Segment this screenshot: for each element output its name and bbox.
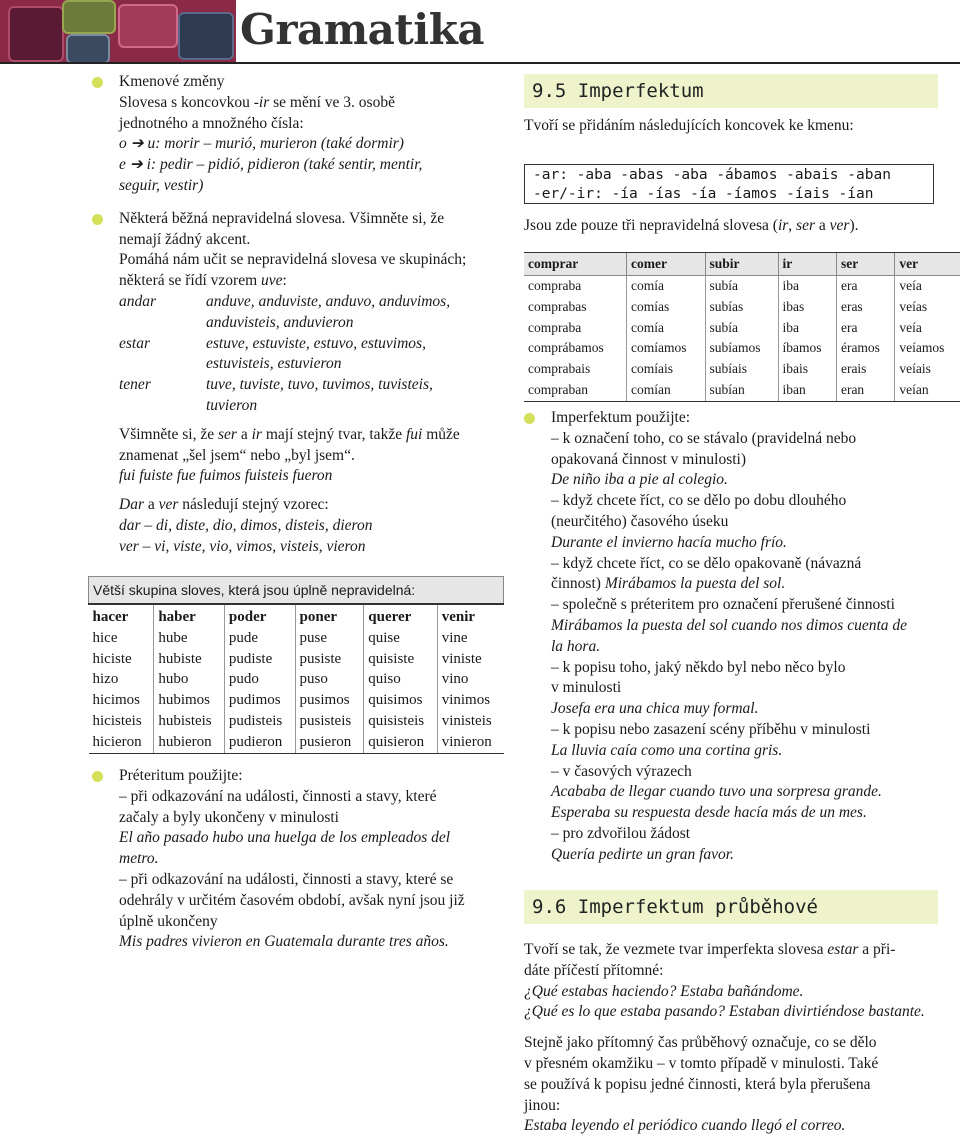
table-row: comprabais comíais subíais ibais erais veíais bbox=[524, 359, 960, 380]
bullet-preterite: Préteritum použijte: – při odkazování na události, činnosti a stavy, které začaly a byly ukončeny v minulosti El año pasado hubo una huelga de los empleados del metro. – při odkazování na události, činnosti a stavy, které se odehrály v určitém časovém období, avšak nyní jsou již úplně ukončeny Mis padres vivieron en Guatemala durante tres años. bbox=[92, 766, 512, 953]
table-row: hicimos hubimos pudimos pusimos quisimos vinimos bbox=[89, 690, 504, 711]
text-line: Některá běžná nepravidelná slovesa. Všimněte si, že bbox=[119, 209, 445, 227]
decorative-tiles bbox=[0, 0, 236, 62]
bullet-imperfect: Imperfektum použijte: – k označení toho, co se stávalo (pravidelná nebo opakovaná činnost v minulosti) De niño iba a pie al colegio. – když chcete říct, co se dělo po dobu dlouhého (neurčitého) časového úseku Durante el invierno hacía mucho frío. – když chcete říct, co se dělo opakovaně (návazná činnost) Mirábamos la puesta del sol. – společně s préteritem pro označení přerušené činnosti Mirábamos la puesta del sol cuando nos dimos cuenta de la hora. – k popisu toho, jaký někdo byl nebo něco bylo v minulosti Josefa era una chica muy formal. – k popisu nebo zasazení scény příběhu v minulosti La lluvia caía como una cortina gris. – v časových výrazech Acababa de llegar cuando tuvo una sorpresa grande. Esperaba su respuesta desde hacía más de un mes. – pro zdvořilou žádost Quería pedirte un gran favor. bbox=[524, 408, 954, 866]
progressive-text: Tvoří se tak, že vezmete tvar imperfekta slovesa estar a při- dáte příčestí přítomné: ¿Qué estabas haciendo? Estaba bañándome. ¿Qué es lo que estaba pasando? Estaban divirtiéndose bastante. Stejně jako přítomný čas průběhový označuje, co se dělo v přesném okamžiku – v tomto případě v minulosti. Také se používá k popisu jedné činnosti, která byla přerušena jinou: Estaba leyendo el periódico cuando llegó el correo. bbox=[524, 941, 925, 1135]
table-header-row: hacer haber poder poner querer venir bbox=[89, 604, 504, 628]
left-column bbox=[92, 72, 512, 558]
page-banner bbox=[0, 0, 960, 64]
text-line: nemají žádný akcent. bbox=[119, 230, 251, 248]
text-line: seguir, vestir) bbox=[119, 176, 204, 194]
table-row: compraban comían subían iban eran veían bbox=[524, 380, 960, 401]
text-line: Kmenové změny bbox=[119, 73, 225, 90]
table-row: hizo hubo pudo puso quiso vino bbox=[89, 669, 504, 690]
section-heading-9-5: 9.5 Imperfektum bbox=[524, 74, 938, 108]
page-title: Gramatika bbox=[240, 5, 485, 54]
table-row: hice hube pude puse quise vine bbox=[89, 628, 504, 649]
table-row: comprábamos comíamos subíamos íbamos éramos veíamos bbox=[524, 338, 960, 359]
table-row: comprabas comías subías ibas eras veías bbox=[524, 297, 960, 318]
uve-conjugations: andar anduve, anduviste, anduvo, anduvimos, anduvisteis, anduvieron estar estuve, estuviste, estuvo, estuvimos, estuvisteis, estuvieron tener tuve, tuviste, tuvo, tuvimos, tuvisteis, tuvieron bbox=[119, 292, 451, 414]
table-row: hicisteis hubisteis pudisteis pusisteis quisisteis vinisteis bbox=[89, 711, 504, 732]
section-heading-9-6: 9.6 Imperfektum průběhové bbox=[524, 890, 938, 924]
imperfect-intro: Tvoří se přidáním následujících koncovek ke kmenu: bbox=[524, 117, 854, 134]
table-row: hiciste hubiste pudiste pusiste quisiste viniste bbox=[89, 649, 504, 670]
bullet-icon bbox=[92, 771, 103, 782]
preterite-usage bbox=[92, 766, 512, 953]
bullet-icon bbox=[92, 77, 103, 88]
imperfect-usage bbox=[524, 408, 954, 866]
text-line: některá se řídí vzorem uve: bbox=[119, 272, 287, 290]
endings-box: -ar: -aba -abas -aba -ábamos -abais -aban -er/-ir: -ía -ías -ía -íamos -íais -ían bbox=[524, 164, 934, 204]
banner-rule bbox=[0, 62, 960, 64]
text-line: jednotného a množného čísla: bbox=[119, 114, 304, 132]
text-line: Pomáhá nám učit se nepravidelná slovesa ve skupinách; bbox=[119, 251, 467, 269]
table-row: hicieron hubieron pudieron pusieron quisieron vinieron bbox=[89, 732, 504, 753]
bullet-stem-changes bbox=[92, 72, 512, 197]
bullet-icon bbox=[92, 214, 103, 225]
table-caption: Větší skupina sloves, která jsou úplně nepravidelná: bbox=[89, 577, 504, 605]
bullet-icon bbox=[524, 413, 535, 424]
text-line: Slovesa s koncovkou -ir se mění ve 3. osobě bbox=[119, 93, 395, 111]
table-header-row: comprar comer subir ir ser ver bbox=[524, 253, 960, 276]
table-row: compraba comía subía iba era veía bbox=[524, 276, 960, 297]
bullet-irregular-verbs bbox=[92, 209, 512, 292]
ser-ir-note: Všimněte si, že ser a ir mají stejný tvar, takže fui může znamenat „šel jsem“ nebo „byl jsem“. fui fuiste fue fuimos fuisteis fueron bbox=[119, 425, 460, 485]
irregular-verbs-table bbox=[88, 576, 504, 754]
dar-ver-note: Dar a ver následují stejný vzorec: dar – di, diste, dio, dimos, disteis, dieron ver – vi, viste, vio, vimos, visteis, vieron bbox=[119, 496, 373, 555]
table-row: compraba comía subía iba era veía bbox=[524, 318, 960, 339]
text-line: e ➔ i: pedir – pidió, pidieron (také sentir, mentir, bbox=[119, 156, 423, 174]
imperfect-table bbox=[524, 252, 960, 402]
text-line: o ➔ u: morir – murió, murieron (také dormir) bbox=[119, 135, 404, 153]
irregular-note: Jsou zde pouze tři nepravidelná slovesa (ir, ser a ver). bbox=[524, 217, 859, 234]
